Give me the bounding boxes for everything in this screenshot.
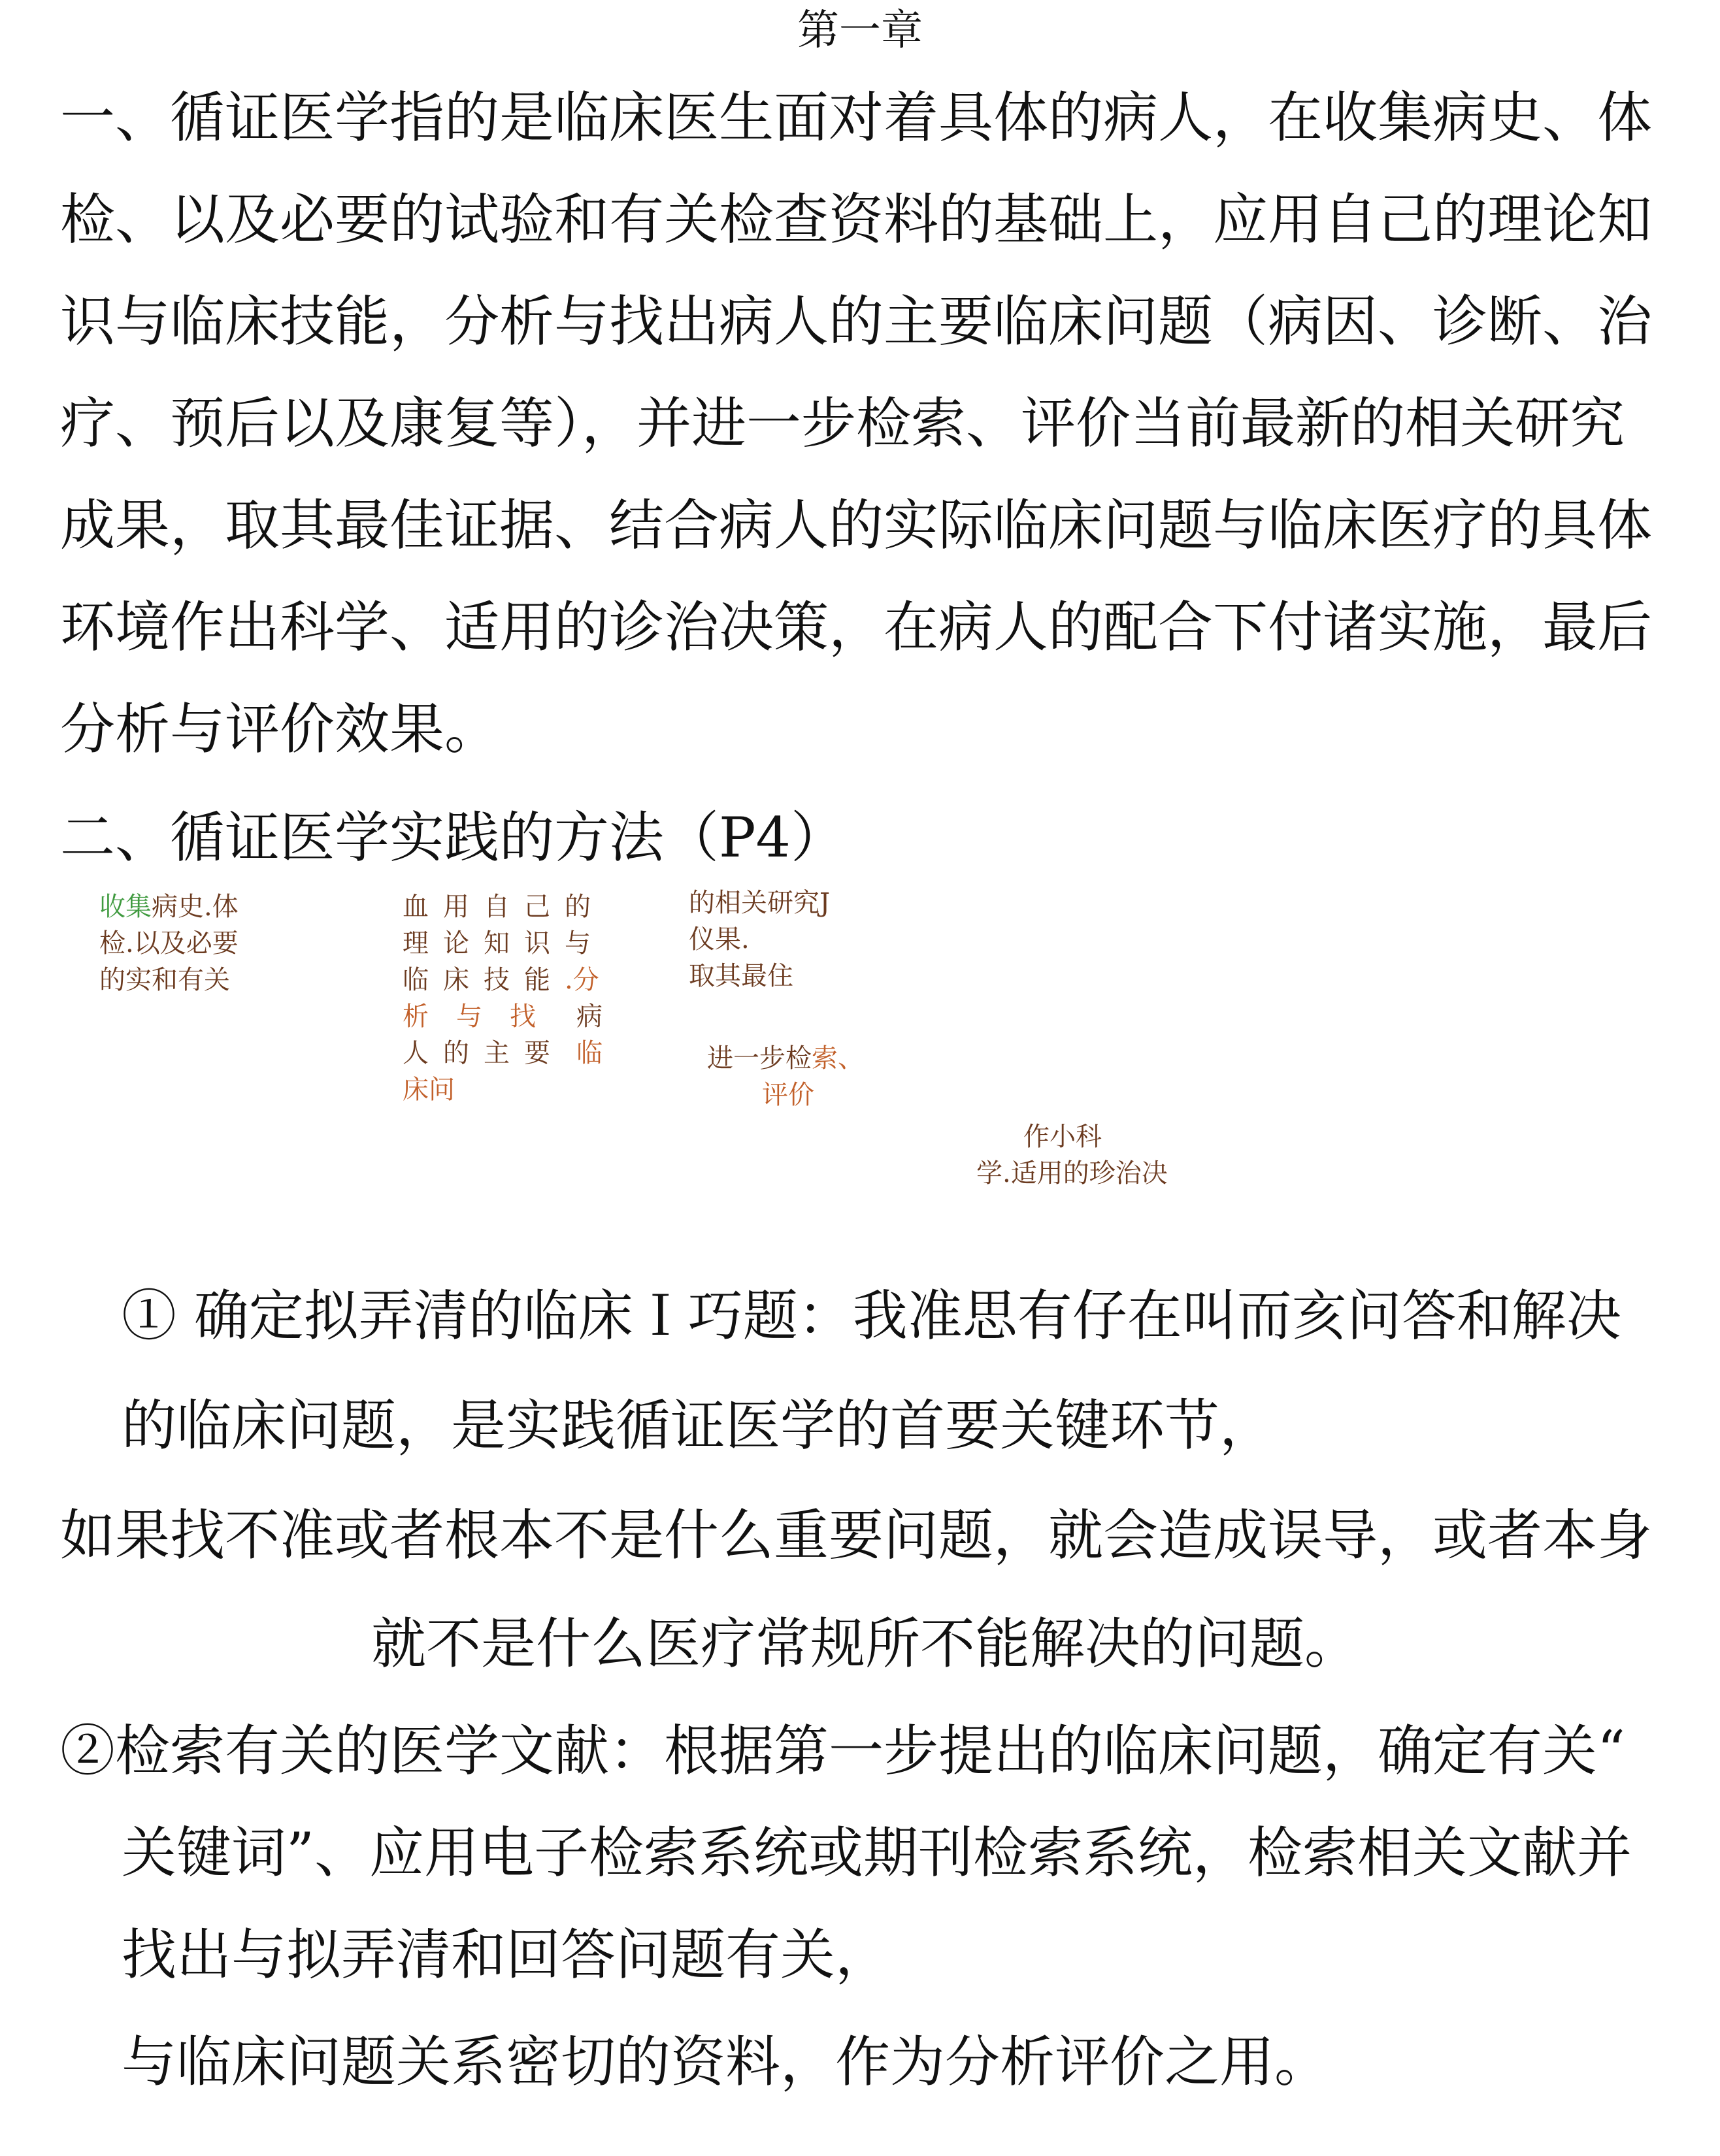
section2-heading: 二、循证医学实践的方法（P4） (60, 806, 846, 870)
figure-label-apply-knowledge (403, 889, 605, 1108)
step2-line: 找出与拟弄清和回答问题有关， (122, 1923, 891, 1987)
step2-line: 与临床问题关系密切的资料，作为分析评价之用。 (122, 2030, 1330, 2094)
paragraph-line: 分析与评价效果。 (60, 697, 500, 761)
figure-label-related-research (689, 885, 830, 994)
figure-label-text: 学.适用的珍治决 (976, 1158, 1168, 1188)
figure-label-highlight: 评价 (762, 1080, 814, 1110)
evidence-practice-figure (0, 889, 1720, 1228)
figure-label-text: 的实和有关 (99, 965, 230, 995)
figure-label-text: 仪果. (689, 924, 750, 955)
figure-label-scientific-decision (976, 1119, 1168, 1192)
figure-label-highlight: 索、 (812, 1043, 864, 1073)
paragraph-line: 成果，取其最佳证据、结合病人的实际临床问题与临床医疗的具体 (60, 493, 1653, 557)
chapter-title: 第一章 (797, 7, 923, 55)
figure-label-highlight: 析与找 (403, 1002, 563, 1032)
paragraph-line: 环境作出科学、适用的诊治决策，在病人的配合下付诸实施，最后 (60, 595, 1653, 659)
figure-label-text: 病 (576, 1002, 603, 1032)
figure-label-highlight: 床问 (403, 1075, 455, 1105)
figure-label-text: 的相关研究J (689, 888, 831, 918)
step1-line: 的临床问题，是实践循证医学的首要关键环节， (122, 1394, 1275, 1458)
figure-label-text: 作小科 (1023, 1122, 1102, 1152)
figure-label-text: 人的主要 (403, 1038, 565, 1068)
figure-label-text: 病史.体 (152, 892, 239, 922)
paragraph-line: 一、循证医学指的是临床医生面对着具体的病人，在收集病史、体 (60, 86, 1653, 150)
step1-line: ① 确定拟弄清的临床Ｉ巧题：我准思有仔在叫而亥问答和解决 (122, 1284, 1621, 1348)
paragraph-line: 检、以及必要的试验和有关检查资料的基础上，应用自己的理论知 (60, 188, 1653, 252)
paragraph-line: 疗、预后以及康复等），并进一步检索、评价当前最新的相关研究 (60, 391, 1625, 455)
step1-line: 就不是什么医疗常规所不能解决的问题。 (371, 1612, 1360, 1676)
figure-label-collect-history (99, 889, 239, 998)
figure-label-retrieve-evaluate (707, 1040, 864, 1113)
figure-label-highlight: 收集 (99, 892, 152, 922)
step2-line: ②检索有关的医学文献：根据第一步提出的临床问题，确定有关“ (60, 1719, 1625, 1783)
step1-line: 如果找不准或者根本不是什么重要问题，就会造成误导，或者本身 (60, 1503, 1653, 1567)
figure-label-text: 血用自己的 (403, 892, 605, 922)
step2-line: 关键词”、应用电子检索系统或期刊检索系统，检索相关文献并 (122, 1821, 1632, 1885)
figure-label-highlight: 临 (576, 1038, 603, 1068)
figure-label-text: 取其最住 (689, 961, 793, 991)
paragraph-line: 识与临床技能，分析与找出病人的主要临床问题（病因、诊断、治 (60, 289, 1653, 353)
figure-label-highlight: .分 (565, 965, 599, 995)
figure-label-text: 进一步检 (707, 1043, 812, 1073)
figure-label-text: 检.以及必要 (99, 928, 239, 958)
figure-label-text: 理论知识与 (403, 928, 605, 958)
figure-label-text: 临床技能 (403, 965, 565, 995)
section1-paragraph (60, 78, 1681, 761)
